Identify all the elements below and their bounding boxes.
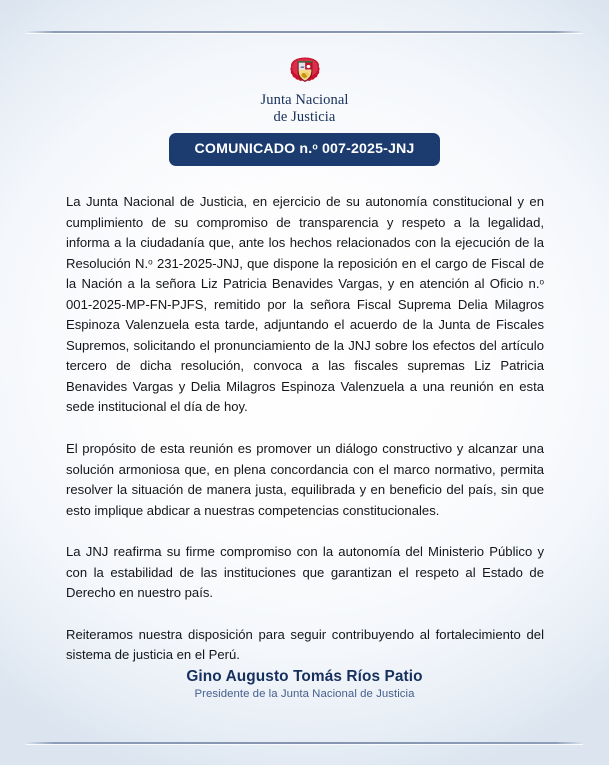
paragraph-1-ordinal-1: o [148, 257, 153, 267]
signatory-title: Presidente de la Junta Nacional de Justicia [194, 688, 415, 700]
institution-line-2: de Justicia [273, 108, 336, 125]
paragraph-1-part-a: La Junta Nacional de Justicia, en ejercicio de su autonomía constitucional y en cumplimiento de su compromiso de transparencia y respeto a la legalidad, informa a la ciudadanía que, ante los hechos relacionados con la ejecución de la Resolución N. [66, 194, 544, 271]
document-body [66, 192, 544, 666]
paragraph-3: La JNJ reafirma su firme compromiso con la autonomía del Ministerio Público y con la estabilidad de las instituciones que garantizan el respeto al Estado de Derecho en nuestro país. [66, 544, 544, 601]
institution-line-1: Junta Nacional [260, 92, 349, 108]
paragraph-1-part-c: 001-2025-MP-FN-PJFS, remitido por la señora Fiscal Suprema Delia Milagros Espinoza Valenzuela esta tarde, adjuntando el acuerdo de la Junta de Fiscales Supremos, solicitando el pronunciamiento de la JNJ sobre los efectos del artículo tercero de dicha resolución, convoca a las fiscales supremas Liz Patricia Benavides Vargas y Delia Milagros Espinoza Valenzuela a una reunión en esta sede institucional el día de hoy. [66, 296, 544, 415]
banner-number: 007-2025-JNJ [317, 141, 415, 157]
paragraph-4: Reiteramos nuestra disposición para seguir contribuyendo al fortalecimiento del sistema de justicia en el Perú. [66, 626, 544, 663]
peru-coat-of-arms-icon [288, 56, 322, 88]
signatory-name: Gino Augusto Tomás Ríos Patio [186, 668, 423, 685]
paragraph-2: El propósito de esta reunión es promover un diálogo constructivo y alcanzar una solución armoniosa que, en plena concordancia con el marco normativo, permita resolver la situación de manera justa, equilibrada y en beneficio del país, sin que esto implique abdicar a nuestras competencias constitucionales. [66, 441, 544, 518]
document-header [0, 56, 609, 125]
banner-ordinal: o [312, 141, 318, 152]
institution-logotype [0, 92, 609, 125]
paragraph-1 [66, 192, 544, 418]
banner-prefix: COMUNICADO n. [194, 141, 313, 157]
paragraph-1-ordinal-2: o [539, 277, 544, 287]
paragraph-1-part-b: 231-2025-JNJ, que dispone la reposición en el cargo de Fiscal de la Nación a la señora Liz Patricia Benavides Vargas, y en atención al Oficio n. [66, 255, 544, 292]
top-divider [26, 31, 583, 33]
signature-block [0, 668, 609, 700]
bottom-divider [26, 742, 583, 744]
communique-number-banner [169, 133, 441, 166]
banner-container [0, 133, 609, 166]
